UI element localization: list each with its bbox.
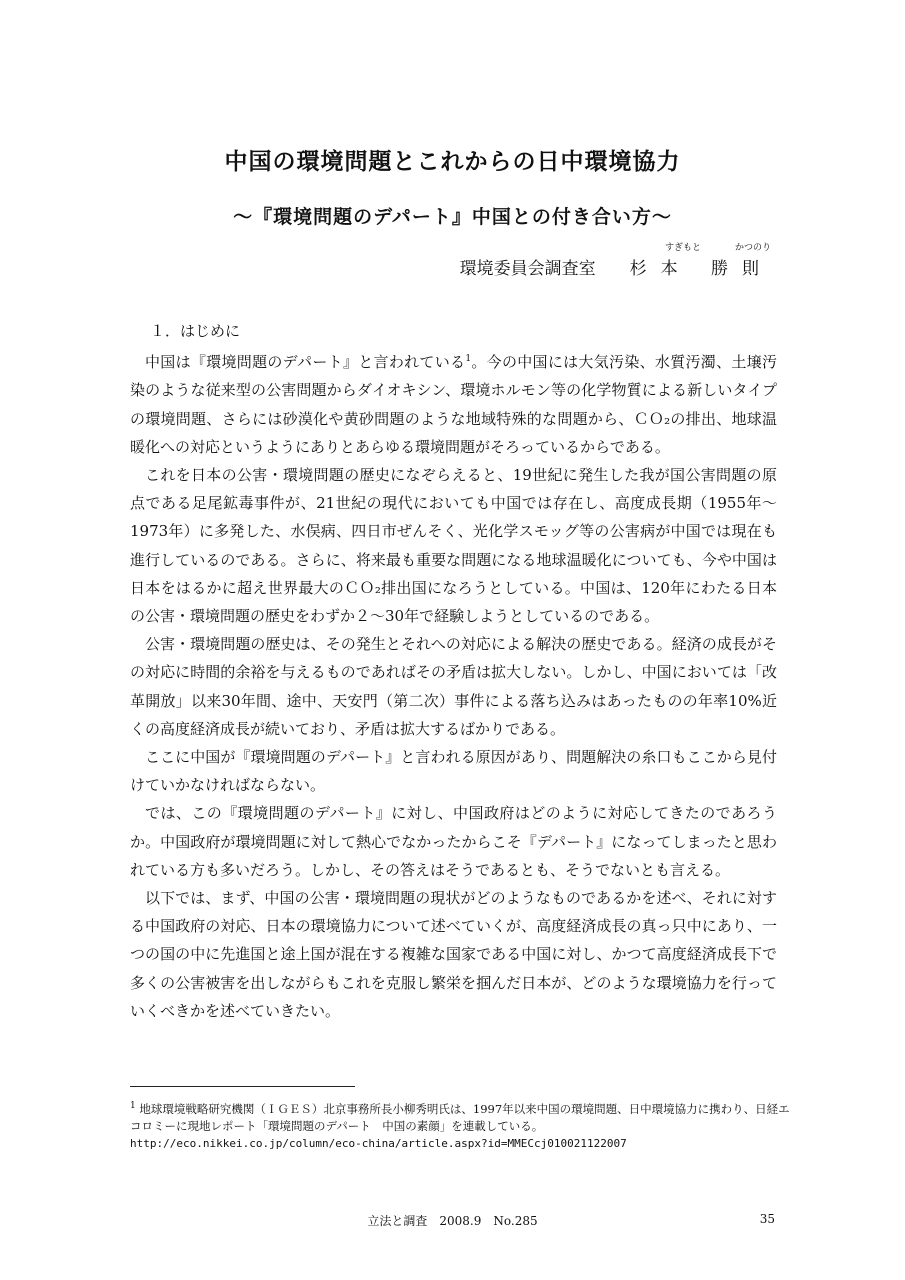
paragraph-text: 中国は『環境問題のデパート』と言われている <box>145 353 466 372</box>
ruby-given: かつのり <box>734 243 771 253</box>
page-subtitle: ～『環境問題のデパート』中国との付き合い方～ <box>233 206 672 228</box>
author-line <box>460 254 773 279</box>
footnote-reference: 1 <box>465 354 472 365</box>
author-ruby <box>460 240 773 254</box>
footnote-marker: 1 <box>130 1101 136 1111</box>
paragraph-text-cont: 。今の中国には大気汚染、水質汚濁、土壌汚染のような従来型の公害問題からダイオキシン、環境ホルモン等の化学物質による新しいタイプの環境問題、さらには砂漠化や黄砂問題のような地域特殊的な問題から、ＣＯ₂の排出、地球温暖化への対応というようにありとあらゆる環境問題がそろっているからである。 <box>130 353 777 456</box>
page-number: 35 <box>759 1212 775 1226</box>
paragraph: これを日本の公害・環境問題の歴史になぞらえると、19世紀に発生した我が国公害問題の原点である足尾鉱毒事件が、21世紀の現代においても中国では存在し、高度成長期（1955年～1973年）に多発した、水俣病、四日市ぜんそく、光化学スモッグ等の公害病が中国では現在も進行しているのである。さらに、将来最も重要な問題になる地球温暖化についても、今や中国は日本をはるかに超え世界最大のＣＯ₂排出国になろうとしている。中国は、120年にわたる日本の公害・環境問題の歴史をわずか２～30年で経験しようとしているのである。 <box>130 466 777 626</box>
footnotes <box>130 1098 790 1152</box>
paragraph: ここに中国が『環境問題のデパート』と言われる原因があり、問題解決の糸口もここから見付けていかなければならない。 <box>130 748 777 795</box>
paragraph: 公害・環境問題の歴史は、その発生とそれへの対応による解決の歴史である。経済の成長がその対応に時間的余裕を与えるものであればその矛盾は拡大しない。しかし、中国においては「改革開放」以来30年間、途中、天安門（第二次）事件による落ち込みはあったものの年率10%近くの高度経済成長が続いており、矛盾は拡大するばかりである。 <box>130 635 777 738</box>
ruby-family: すぎもと <box>664 243 701 253</box>
paragraph <box>130 345 777 461</box>
footnote <box>130 1098 790 1135</box>
author-affiliation: 環境委員会調査室 <box>459 259 596 279</box>
footnote-divider <box>130 1086 355 1087</box>
author-name: 杉本 勝則 <box>629 259 773 279</box>
page-title: 中国の環境問題とこれからの日中環境協力 <box>224 149 681 175</box>
body-text <box>130 317 777 1025</box>
journal-info: 立法と調査 2008.9 No.285 <box>367 1214 538 1228</box>
paragraph: 以下では、まず、中国の公害・環境問題の現状がどのようなものであるかを述べ、それに対する中国政府の対応、日本の環境協力について述べていくが、高度経済成長の真っ只中にあり、一つの国の中に先進国と途上国が混在する複雑な国家である中国に対し、かつて高度経済成長下で多くの公害被害を出しながらもこれを克服し繁栄を掴んだ日本が、どのような環境協力を行っていくべきかを述べていきたい。 <box>130 889 777 1020</box>
footnote-text: 地球環境戦略研究機関（ＩＧＥＳ）北京事務所長小柳秀明氏は、1997年以来中国の環境問題、日中環境協力に携わり、日経エコロミーに現地レポート「環境問題のデパート 中国の素顔」を連載している。 <box>130 1101 790 1133</box>
author-block <box>460 240 773 279</box>
paragraph: では、この『環境問題のデパート』に対し、中国政府はどのように対応してきたのであろうか。中国政府が環境問題に対して熱心でなかったからこそ『デパート』になってしまったと思われている方も多いだろう。しかし、その答えはそうであるとも、そうでないとも言える。 <box>130 804 777 879</box>
footnote-url[interactable]: http://eco.nikkei.co.jp/column/eco-china/article.aspx?id=MMECcj010021122007 <box>130 1136 627 1150</box>
section-heading: １．はじめに <box>150 322 241 340</box>
